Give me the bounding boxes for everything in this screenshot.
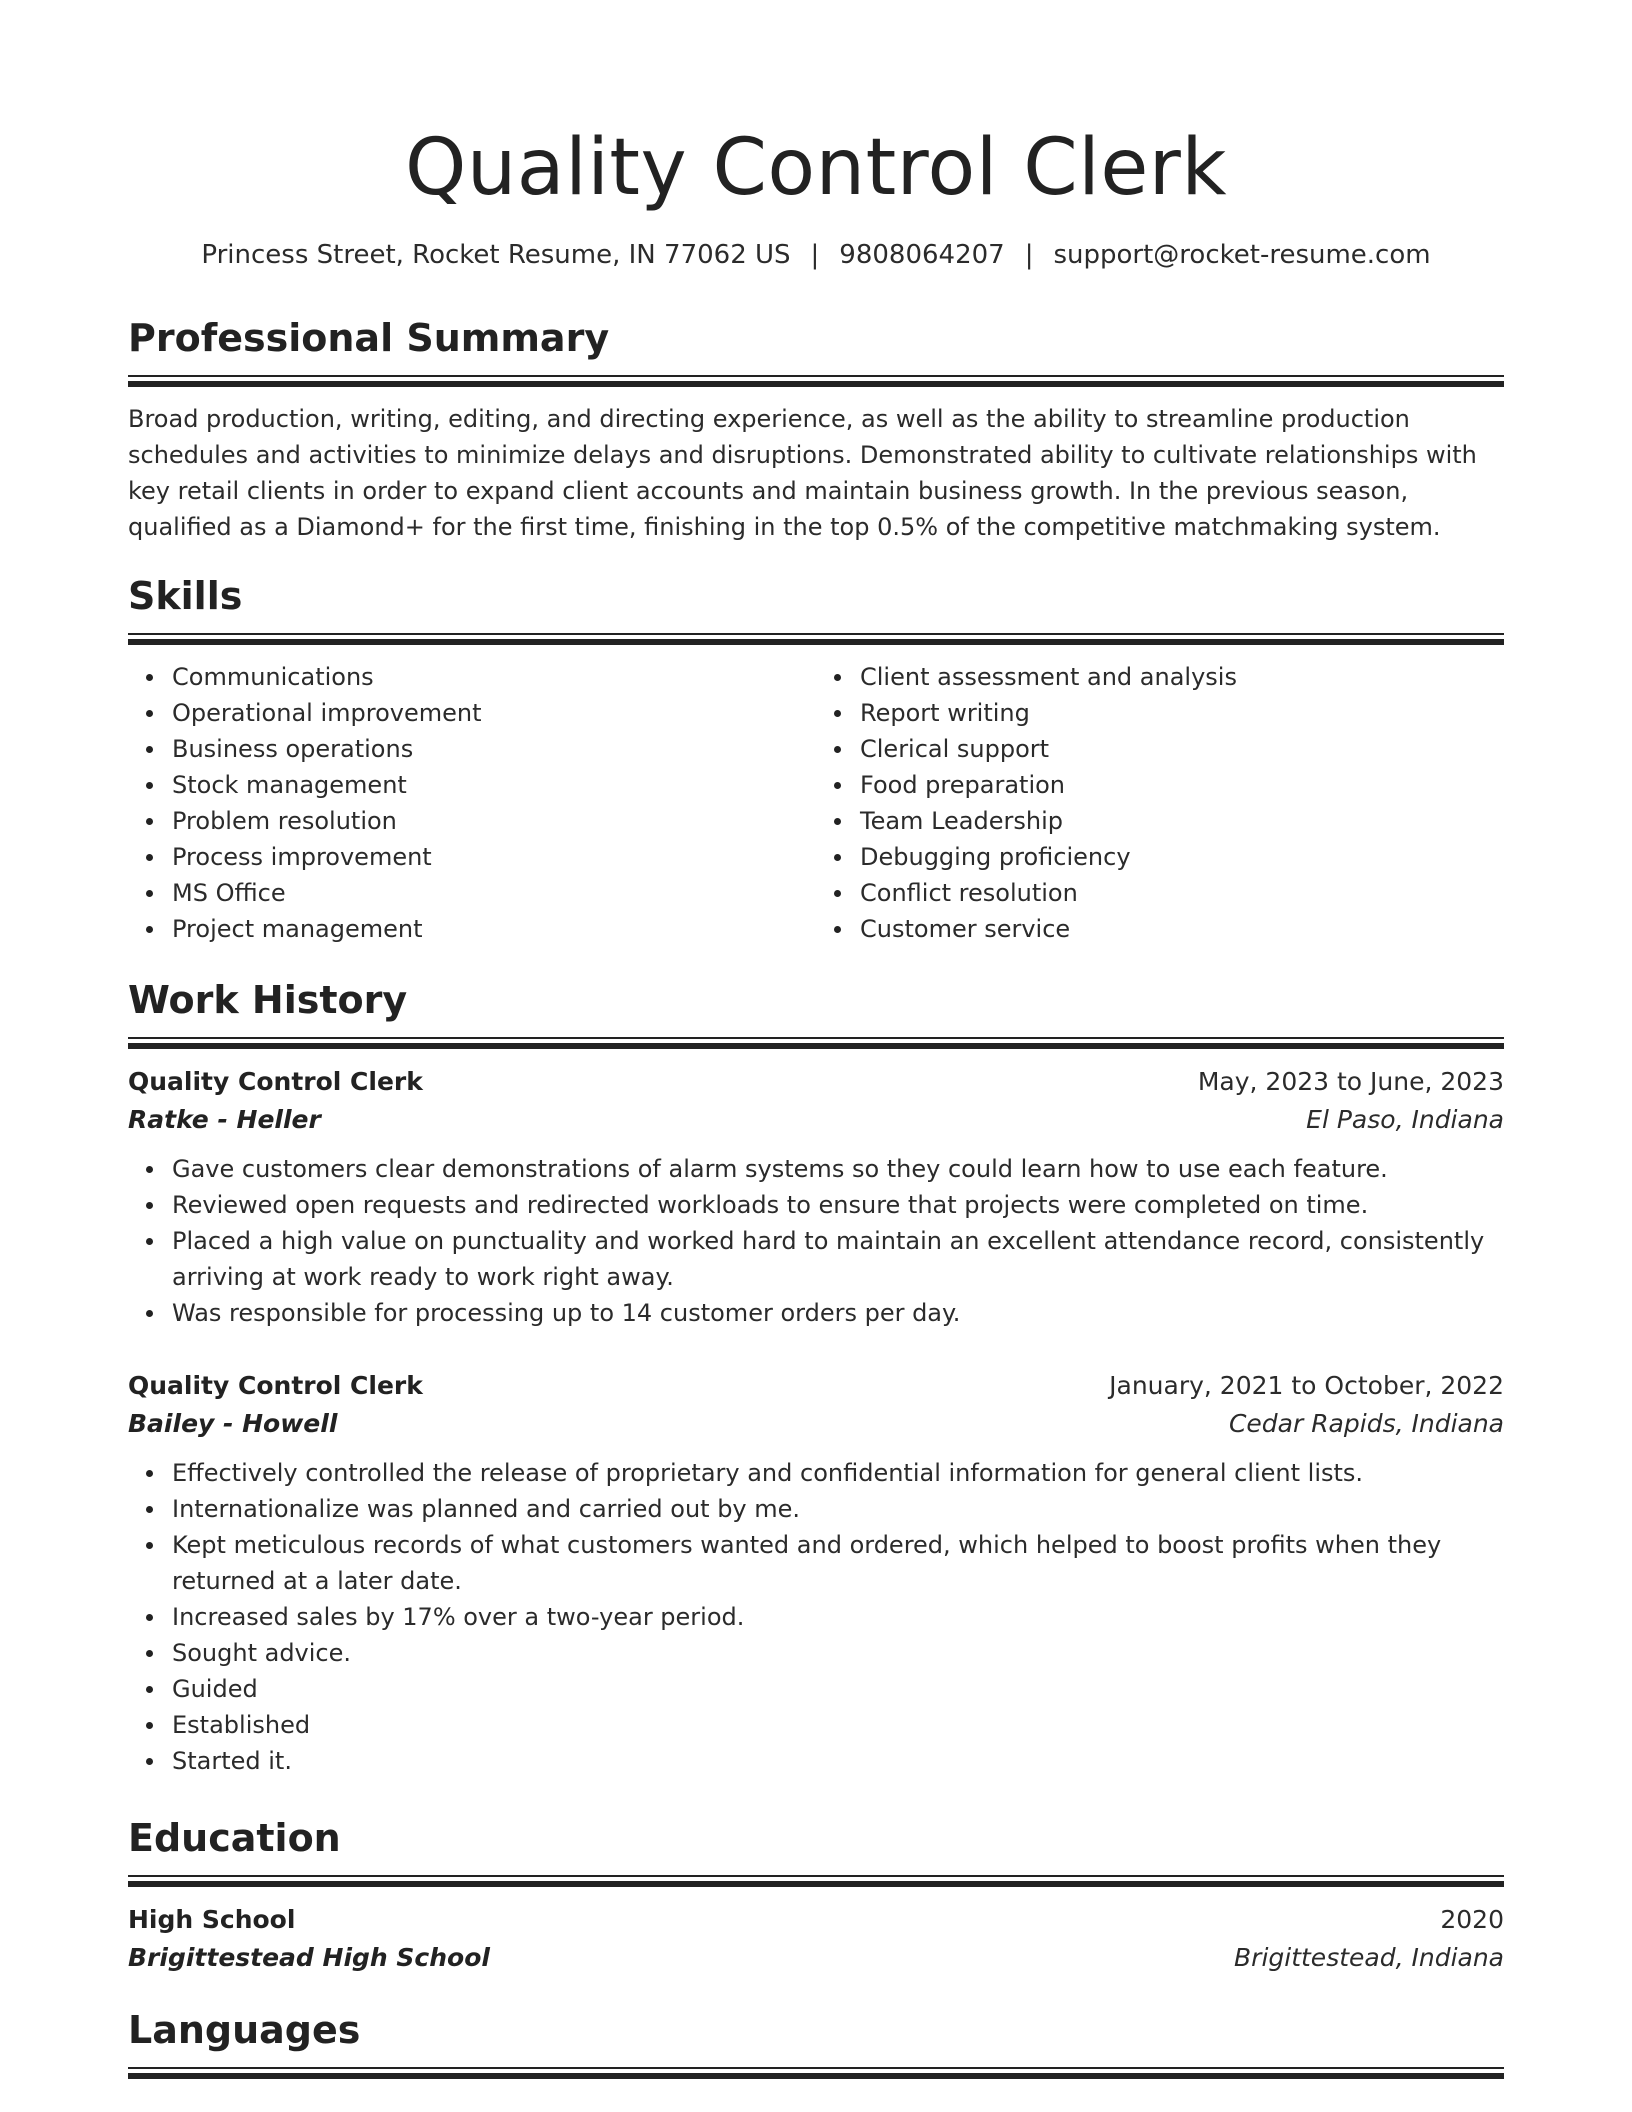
skill-item: Conflict resolution bbox=[860, 875, 1504, 911]
skill-item: Business operations bbox=[172, 731, 816, 767]
section-rule bbox=[128, 381, 1504, 387]
job-entry bbox=[128, 1367, 1504, 1779]
section-rule bbox=[128, 1875, 1504, 1877]
skill-item: Debugging proficiency bbox=[860, 839, 1504, 875]
job-bullets bbox=[128, 1151, 1504, 1331]
list-item: Effectively controlled the release of proprietary and confidential information for general client lists. bbox=[172, 1455, 1504, 1491]
list-item: Was responsible for processing up to 14 customer orders per day. bbox=[172, 1295, 1504, 1331]
section-title-summary: Professional Summary bbox=[128, 316, 610, 360]
education-year: 2020 bbox=[1440, 1905, 1504, 1934]
list-item: Guided bbox=[172, 1671, 1504, 1707]
education-location: Brigittestead, Indiana bbox=[1234, 1943, 1504, 1972]
skills-list bbox=[128, 659, 1504, 947]
job-location: El Paso, Indiana bbox=[1306, 1105, 1504, 1134]
skills-column-right bbox=[816, 659, 1504, 947]
section-rule bbox=[128, 2073, 1504, 2079]
skill-item: Clerical support bbox=[860, 731, 1504, 767]
work-history-section bbox=[128, 976, 1504, 1779]
skill-item: Team Leadership bbox=[860, 803, 1504, 839]
summary-section bbox=[128, 314, 1504, 545]
contact-line bbox=[0, 237, 1632, 273]
contact-separator: | bbox=[810, 240, 820, 270]
list-item: Kept meticulous records of what customers wanted and ordered, which helped to boost profits when they returned at a later date. bbox=[172, 1527, 1504, 1599]
list-item: Started it. bbox=[172, 1743, 1504, 1779]
job-dates: May, 2023 to June, 2023 bbox=[1197, 1067, 1504, 1096]
skill-item: Communications bbox=[172, 659, 816, 695]
skill-item: Stock management bbox=[172, 767, 816, 803]
list-item: Sought advice. bbox=[172, 1635, 1504, 1671]
section-title-languages: Languages bbox=[128, 2008, 361, 2052]
list-item: Gave customers clear demonstrations of alarm systems so they could learn how to use each feature. bbox=[172, 1151, 1504, 1187]
job-title: Quality Control Clerk bbox=[128, 1371, 423, 1400]
list-item: Internationalize was planned and carried out by me. bbox=[172, 1491, 1504, 1527]
section-rule bbox=[128, 1037, 1504, 1039]
skills-section bbox=[128, 572, 1504, 947]
section-rule bbox=[128, 633, 1504, 635]
list-item: Increased sales by 17% over a two-year period. bbox=[172, 1599, 1504, 1635]
resume-name: Quality Control Clerk bbox=[404, 123, 1228, 213]
skill-item: Food preparation bbox=[860, 767, 1504, 803]
section-rule bbox=[128, 2067, 1504, 2069]
job-bullets bbox=[128, 1455, 1504, 1779]
education-section bbox=[128, 1814, 1504, 1977]
skill-item: Customer service bbox=[860, 911, 1504, 947]
skill-item: Process improvement bbox=[172, 839, 816, 875]
skills-column-left bbox=[128, 659, 816, 947]
section-rule bbox=[128, 639, 1504, 645]
skill-item: Project management bbox=[172, 911, 816, 947]
education-degree: High School bbox=[128, 1905, 296, 1934]
job-dates: January, 2021 to October, 2022 bbox=[1109, 1371, 1504, 1400]
languages-section bbox=[128, 2006, 1504, 2079]
education-entry bbox=[128, 1901, 1504, 1977]
skill-item: Problem resolution bbox=[172, 803, 816, 839]
contact-phone: 9808064207 bbox=[839, 240, 1005, 270]
section-rule bbox=[128, 375, 1504, 377]
summary-text: Broad production, writing, editing, and directing experience, as well as the ability to streamline production schedules and activities to minimize delays and disruptions. Demonstrated ability to cultivate relationships with key retail clients in order to expand client accounts and maintain business growth. In the previous season, qualified as a Diamond+ for the first time, finishing in the top 0.5% of the competitive matchmaking system. bbox=[128, 405, 1477, 541]
job-title: Quality Control Clerk bbox=[128, 1067, 423, 1096]
skill-item: Report writing bbox=[860, 695, 1504, 731]
list-item: Placed a high value on punctuality and worked hard to maintain an excellent attendance record, consistently arriving at work ready to work right away. bbox=[172, 1223, 1504, 1295]
job-location: Cedar Rapids, Indiana bbox=[1228, 1409, 1504, 1438]
skill-item: MS Office bbox=[172, 875, 816, 911]
education-school: Brigittestead High School bbox=[128, 1943, 490, 1972]
list-item: Reviewed open requests and redirected workloads to ensure that projects were completed on time. bbox=[172, 1187, 1504, 1223]
section-rule bbox=[128, 1043, 1504, 1049]
job-company: Bailey - Howell bbox=[128, 1409, 338, 1438]
section-title-education: Education bbox=[128, 1816, 341, 1860]
contact-email[interactable]: support@rocket-resume.com bbox=[1053, 240, 1431, 270]
skill-item: Client assessment and analysis bbox=[860, 659, 1504, 695]
section-title-work: Work History bbox=[128, 978, 408, 1022]
list-item: Established bbox=[172, 1707, 1504, 1743]
section-title-skills: Skills bbox=[128, 574, 243, 618]
skill-item: Operational improvement bbox=[172, 695, 816, 731]
contact-separator: | bbox=[1024, 240, 1034, 270]
section-rule bbox=[128, 1881, 1504, 1887]
contact-address: Princess Street, Rocket Resume, IN 77062 US bbox=[201, 240, 791, 270]
job-company: Ratke - Heller bbox=[128, 1105, 321, 1134]
job-entry bbox=[128, 1063, 1504, 1331]
